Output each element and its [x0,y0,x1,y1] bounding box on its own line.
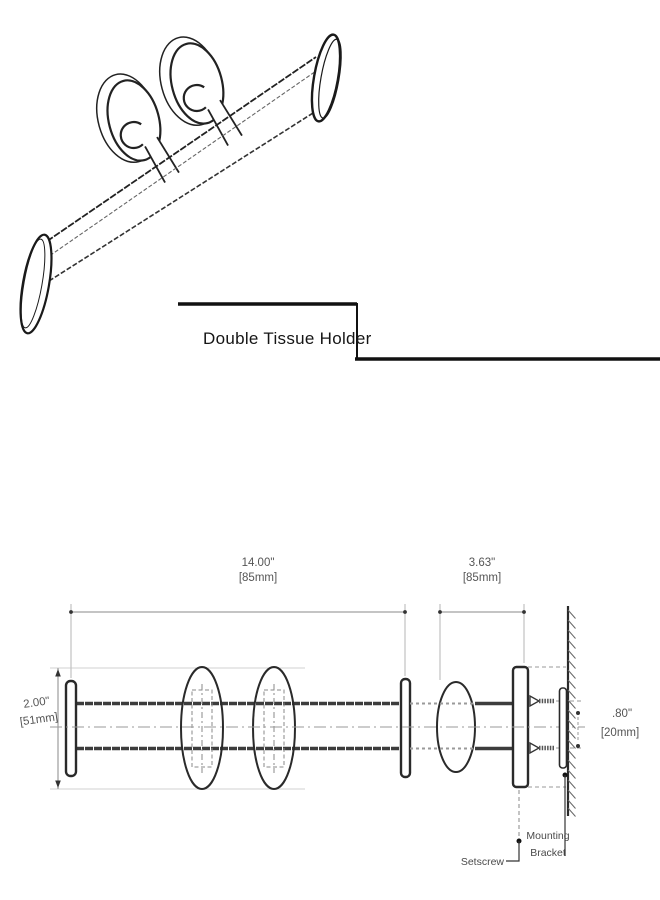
dim-diameter-metric: [51mm] [19,711,59,729]
bar-rails [76,704,401,749]
mounting-screw-bottom [530,743,555,753]
wall-surface [568,606,576,817]
dimension-bracket-offset [576,708,639,748]
wall-plate [560,688,567,768]
end-flange-right [307,33,347,124]
dimension-bar-length [69,557,407,614]
dimension-projection [438,557,526,614]
extension-lines [71,604,524,680]
side-view [17,557,639,868]
hook-section-right [253,667,295,789]
title-block [178,303,660,359]
product-title: Double Tissue Holder [203,329,372,348]
hook-section-left [181,667,223,789]
mounting-bracket-label-line1: Mounting [526,830,570,842]
dimension-diameter [17,668,305,789]
dim-diameter-inches: 2.00" [22,695,51,711]
dim-projection-inches: 3.63" [468,557,496,569]
rail-stubs [475,704,513,749]
dim-projection-metric: [85mm] [462,572,502,584]
flange-left-side [66,681,76,776]
mounting-screw-top [530,696,555,706]
mounting-bracket-label-line2: Bracket [530,847,566,859]
end-flange-left [15,233,58,336]
dim-bar-length-inches: 14.00" [241,557,275,569]
isometric-view [15,28,347,335]
flange-right-side [401,679,410,777]
dim-bracket-offset-inches: .80" [611,708,633,720]
setscrew-label: Setscrew [460,856,504,868]
mounting-bracket-callout [526,773,569,860]
dim-bracket-offset-metric: [20mm] [600,727,640,739]
setscrew-callout [461,790,522,868]
dim-bar-length-metric: [85mm] [238,572,278,584]
